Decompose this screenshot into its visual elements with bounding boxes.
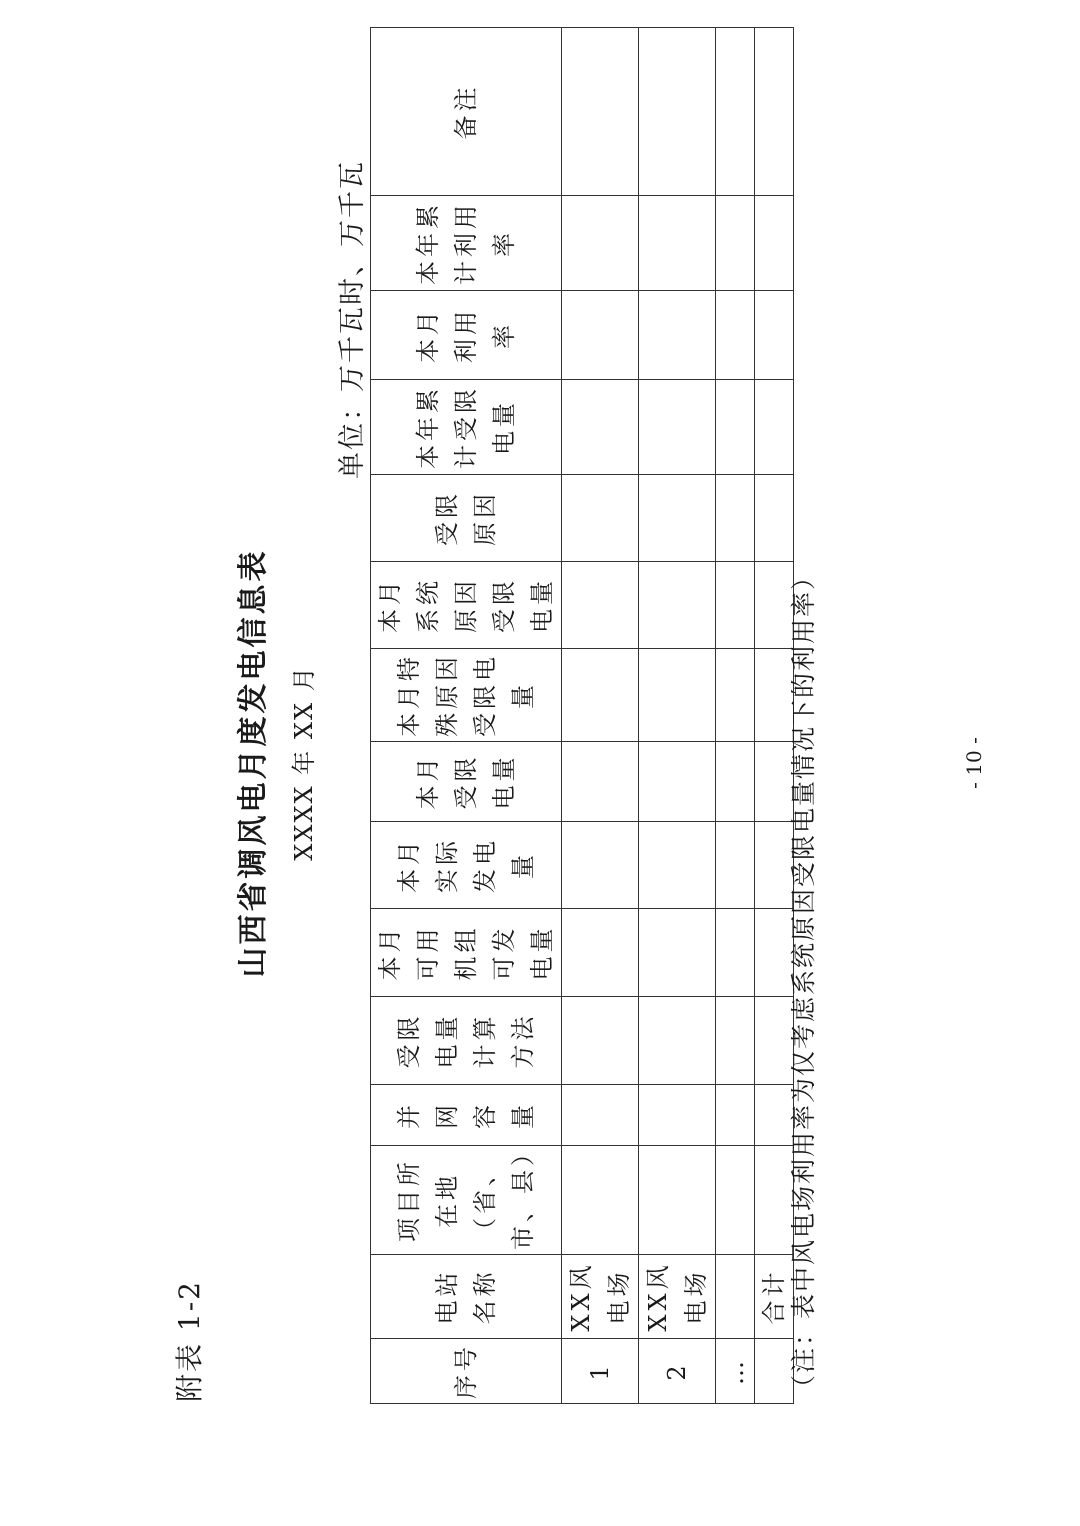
table-row	[716, 28, 755, 1404]
table-cell	[716, 742, 755, 822]
table-cell	[562, 909, 639, 997]
table-note: （注：表中风电场利用率为仅考虑系统原因受限电量情况下的利用率）	[789, 562, 818, 1400]
table-cell	[716, 1255, 755, 1339]
unit-label: 单位：万千瓦时、万千瓦	[337, 160, 368, 479]
table-cell	[755, 196, 794, 291]
table-cell	[639, 822, 716, 909]
ellipsis-cell: …	[716, 1339, 755, 1404]
table-cell	[639, 1146, 716, 1255]
header-cell: 本年累计利用率	[371, 196, 562, 291]
header-cell: 序号	[371, 1339, 562, 1404]
header-cell: 受限电量计算方法	[371, 997, 562, 1085]
table-cell	[639, 1085, 716, 1146]
table-cell	[755, 28, 794, 196]
table-cell	[716, 997, 755, 1085]
header-cell: 项目所在地（省、市、县）	[371, 1146, 562, 1255]
table-cell	[716, 380, 755, 475]
table-cell	[716, 1085, 755, 1146]
table-cell	[716, 822, 755, 909]
station-name: XX风电场	[562, 1255, 639, 1339]
header-cell: 本月受限电量	[371, 742, 562, 822]
table-cell	[716, 649, 755, 742]
table-cell	[562, 475, 639, 562]
header-cell: 本月利用率	[371, 291, 562, 380]
table-cell	[716, 291, 755, 380]
table-cell	[716, 1146, 755, 1255]
table-cell	[562, 649, 639, 742]
header-cell: 并网容量	[371, 1085, 562, 1146]
table-cell	[639, 742, 716, 822]
table-cell	[639, 291, 716, 380]
table-cell	[562, 291, 639, 380]
total-label: 合计	[755, 1255, 794, 1339]
header-cell: 本月特殊原因受限电量	[371, 649, 562, 742]
table-cell	[639, 649, 716, 742]
table-cell	[716, 196, 755, 291]
header-cell: 受限原因	[371, 475, 562, 562]
table-cell	[562, 28, 639, 196]
table-cell	[639, 562, 716, 649]
table-cell	[755, 475, 794, 562]
table-header-row	[371, 28, 562, 1404]
table-cell	[639, 909, 716, 997]
station-name: XX风电场	[639, 1255, 716, 1339]
table-cell	[755, 291, 794, 380]
table-cell	[562, 196, 639, 291]
header-cell: 备注	[371, 28, 562, 196]
row-number: 1	[562, 1339, 639, 1404]
row-number: 2	[639, 1339, 716, 1404]
attachment-label: 附表 1-2	[173, 1280, 206, 1402]
page-number: - 10 -	[962, 737, 986, 789]
table-cell	[639, 380, 716, 475]
header-cell: 本年累计受限电量	[371, 380, 562, 475]
table-row	[639, 28, 716, 1404]
table-cell	[716, 28, 755, 196]
table-cell	[562, 380, 639, 475]
table-cell	[562, 562, 639, 649]
table-cell	[562, 1146, 639, 1255]
header-cell: 本月可用机组可发电量	[371, 909, 562, 997]
table-cell	[639, 28, 716, 196]
page-title: 山西省调风电月度发电信息表	[236, 548, 271, 978]
table-cell	[716, 475, 755, 562]
table-cell	[639, 997, 716, 1085]
header-cell: 本月实际发电量	[371, 822, 562, 909]
table-cell	[639, 196, 716, 291]
table-cell	[562, 997, 639, 1085]
table-cell	[639, 475, 716, 562]
table-cell	[716, 562, 755, 649]
page-subtitle: XXXX 年 XX 月	[290, 665, 318, 861]
header-cell: 本月系统原因受限电量	[371, 562, 562, 649]
table-cell	[562, 822, 639, 909]
info-table	[370, 27, 794, 1404]
header-cell: 电站名称	[371, 1255, 562, 1339]
table-row	[562, 28, 639, 1404]
table-cell	[716, 909, 755, 997]
table-cell	[562, 742, 639, 822]
table-cell	[755, 380, 794, 475]
table-cell	[562, 1085, 639, 1146]
